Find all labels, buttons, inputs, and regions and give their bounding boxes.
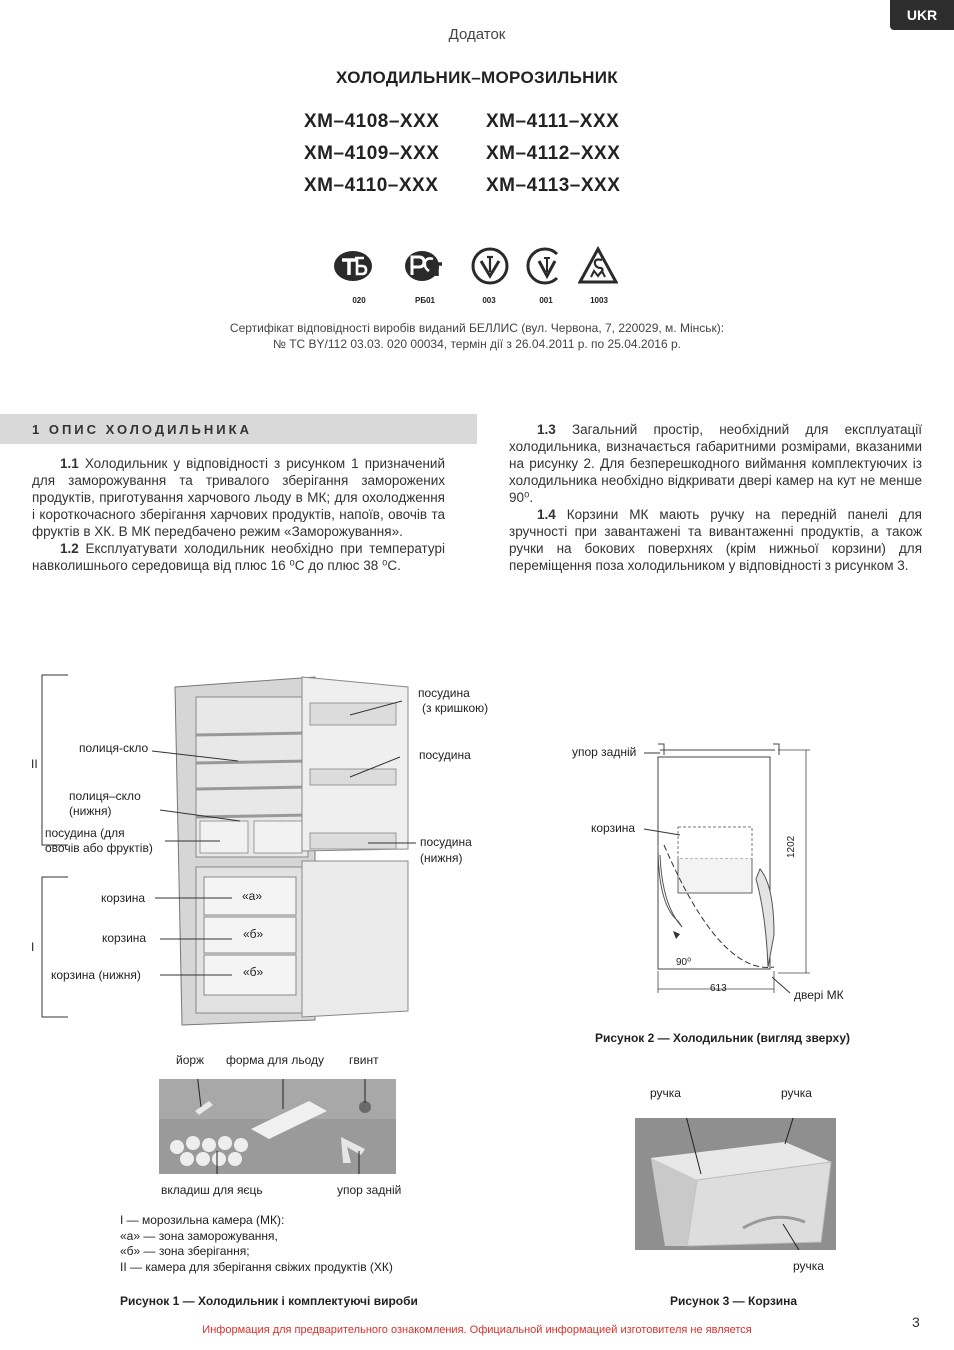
ukr-mark-icon <box>470 246 510 286</box>
label-container-lower: посудина <box>420 835 472 849</box>
paragraph-1-3 <box>509 421 922 506</box>
paragraph-text: Холодильник у відповідності з рисунком 1 призначений для заморожування та тривалого зберігання заморожених продуктів, приготування харчового льоду в МК; для охолодження і короткочасного зберігання харчових продуктів, напоїв, овочів та фруктів в ХК. В МК передбачено режим «Заморожування». <box>32 456 445 539</box>
label-handle: ручка <box>793 1259 824 1273</box>
label-rear-stop-top: упор задній <box>572 745 637 759</box>
cert-code: РБ01 <box>415 296 435 305</box>
zone-ii-label: II <box>31 757 38 771</box>
sm-triangle-mark-icon <box>578 246 618 286</box>
page-number: 3 <box>912 1314 920 1330</box>
legend-line: I — морозильна камера (МК): <box>120 1213 285 1227</box>
label-veg-container: посудина (для <box>45 826 125 840</box>
stb-mark-icon <box>333 246 373 286</box>
paragraph-number: 1.3 <box>537 422 556 437</box>
label-shelf-glass-lower: (нижня) <box>69 804 112 818</box>
zone-mark-b: «б» <box>243 965 264 979</box>
certificate-info <box>0 320 954 352</box>
language-tab: UKR <box>890 0 954 30</box>
model-name: ХМ–4108–ХХХ <box>304 111 440 132</box>
label-ice-tray: форма для льоду <box>226 1053 324 1067</box>
paragraph-1-2 <box>32 540 445 574</box>
label-container: посудина <box>419 748 471 762</box>
zone-mark-a: «а» <box>242 889 263 903</box>
label-scraper: йорж <box>176 1053 205 1067</box>
cert-code: 003 <box>482 296 496 305</box>
label-shelf-glass: полиця-скло <box>79 741 149 755</box>
model-name: ХМ–4111–ХХХ <box>486 111 620 132</box>
label-freezer-door: двері МК <box>794 988 844 1002</box>
figure-1-legend <box>120 1213 393 1275</box>
model-name: ХМ–4110–ХХХ <box>304 175 439 196</box>
ukr-cert-mark-icon <box>526 246 566 286</box>
legend-line: «а» — зона заморожування, <box>120 1228 278 1243</box>
label-basket: корзина <box>101 891 146 905</box>
label-basket-lower: корзина (нижня) <box>51 968 141 982</box>
accessories-photo <box>159 1079 396 1174</box>
legend-line: II — камера для зберігання свіжих продуктів (ХК) <box>120 1259 393 1274</box>
door-angle: 90⁰ <box>676 957 692 968</box>
pct-mark-icon <box>403 246 443 286</box>
section-title: 1 ОПИС ХОЛОДИЛЬНИКА <box>32 422 252 437</box>
paragraph-number: 1.2 <box>60 541 79 556</box>
figure-1-caption: Рисунок 1 — Холодильник і комплектуючі вироби <box>120 1294 418 1308</box>
zone-mark-b: «б» <box>243 927 264 941</box>
label-basket-top: корзина <box>591 821 636 835</box>
paragraph-text: Корзини МК мають ручку на передній панелі для зручності при завантажені та вивантаженні продуктів, а також ручки на бокових поверхнях (крім нижньої корзини) для переміщення поза холодильником у відповідності з рисунком 3. <box>509 507 922 573</box>
paragraph-number: 1.1 <box>60 456 79 471</box>
appendix-label: Додаток <box>448 26 506 43</box>
paragraph-text: Загальний простір, необхідний для експлуатації холодильника, визначається габаритними розмірами, вказаними на рисунку 2. Для безперешкодного виймання комплектуючих із холодильника необхідно відкривати двері камер на кут не менше 90⁰. <box>509 422 922 505</box>
cert-code: 001 <box>539 296 553 305</box>
certificate-line: Сертифікат відповідності виробів виданий БЕЛЛИС (вул. Червона, 7, 220029, м. Мінськ): <box>229 321 725 335</box>
label-egg-tray: вкладиш для яєць <box>161 1183 263 1197</box>
label-handle: ручка <box>650 1086 681 1100</box>
right-column-text <box>509 421 922 574</box>
model-name: ХМ–4109–ХХХ <box>304 143 440 164</box>
figure-2-top-view <box>560 735 860 1005</box>
label-basket: корзина <box>102 931 147 945</box>
left-column-text <box>32 455 445 574</box>
cert-code: 1003 <box>590 296 608 305</box>
cert-code: 020 <box>352 296 366 305</box>
page-title: ХОЛОДИЛЬНИК–МОРОЗИЛЬНИК <box>336 68 618 87</box>
model-name: ХМ–4113–ХХХ <box>486 175 621 196</box>
basket-photo <box>635 1118 836 1250</box>
label-rear-stop: упор задній <box>337 1183 402 1197</box>
figure-2-caption: Рисунок 2 — Холодильник (вигляд зверху) <box>595 1031 851 1045</box>
paragraph-number: 1.4 <box>537 507 556 522</box>
paragraph-1-1 <box>32 455 445 540</box>
dimension-depth: 613 <box>710 983 727 994</box>
paragraph-text: Експлуатувати холодильник необхідно при температурі навколишнього середовища від плюс 16 ⁰С до плюс 38 ⁰С. <box>32 541 445 573</box>
label-container-lower: (нижня) <box>420 851 463 865</box>
label-handle: ручка <box>781 1086 812 1100</box>
paragraph-1-4 <box>509 506 922 574</box>
label-container-lid: (з кришкою) <box>422 701 489 715</box>
disclaimer-note: Информация для предварительного ознакомления. Официальной информацией изготовителя не является <box>202 1324 752 1336</box>
label-veg-container: овочів або фруктів) <box>45 841 153 855</box>
zone-i-label: I <box>31 940 35 954</box>
certificate-line: № ТС BY/112 03.03. 020 00034, термін дії з 26.04.2011 р. по 25.04.2016 р. <box>273 337 681 351</box>
label-shelf-glass-lower: полиця–скло <box>69 789 141 803</box>
model-name: ХМ–4112–ХХХ <box>486 143 621 164</box>
figure-3-caption: Рисунок 3 — Корзина <box>670 1294 798 1308</box>
label-container-lid: посудина <box>418 686 470 700</box>
legend-line: «б» — зона зберігання; <box>120 1244 250 1258</box>
label-screw: гвинт <box>349 1053 379 1067</box>
dimension-width: 1202 <box>786 835 797 858</box>
